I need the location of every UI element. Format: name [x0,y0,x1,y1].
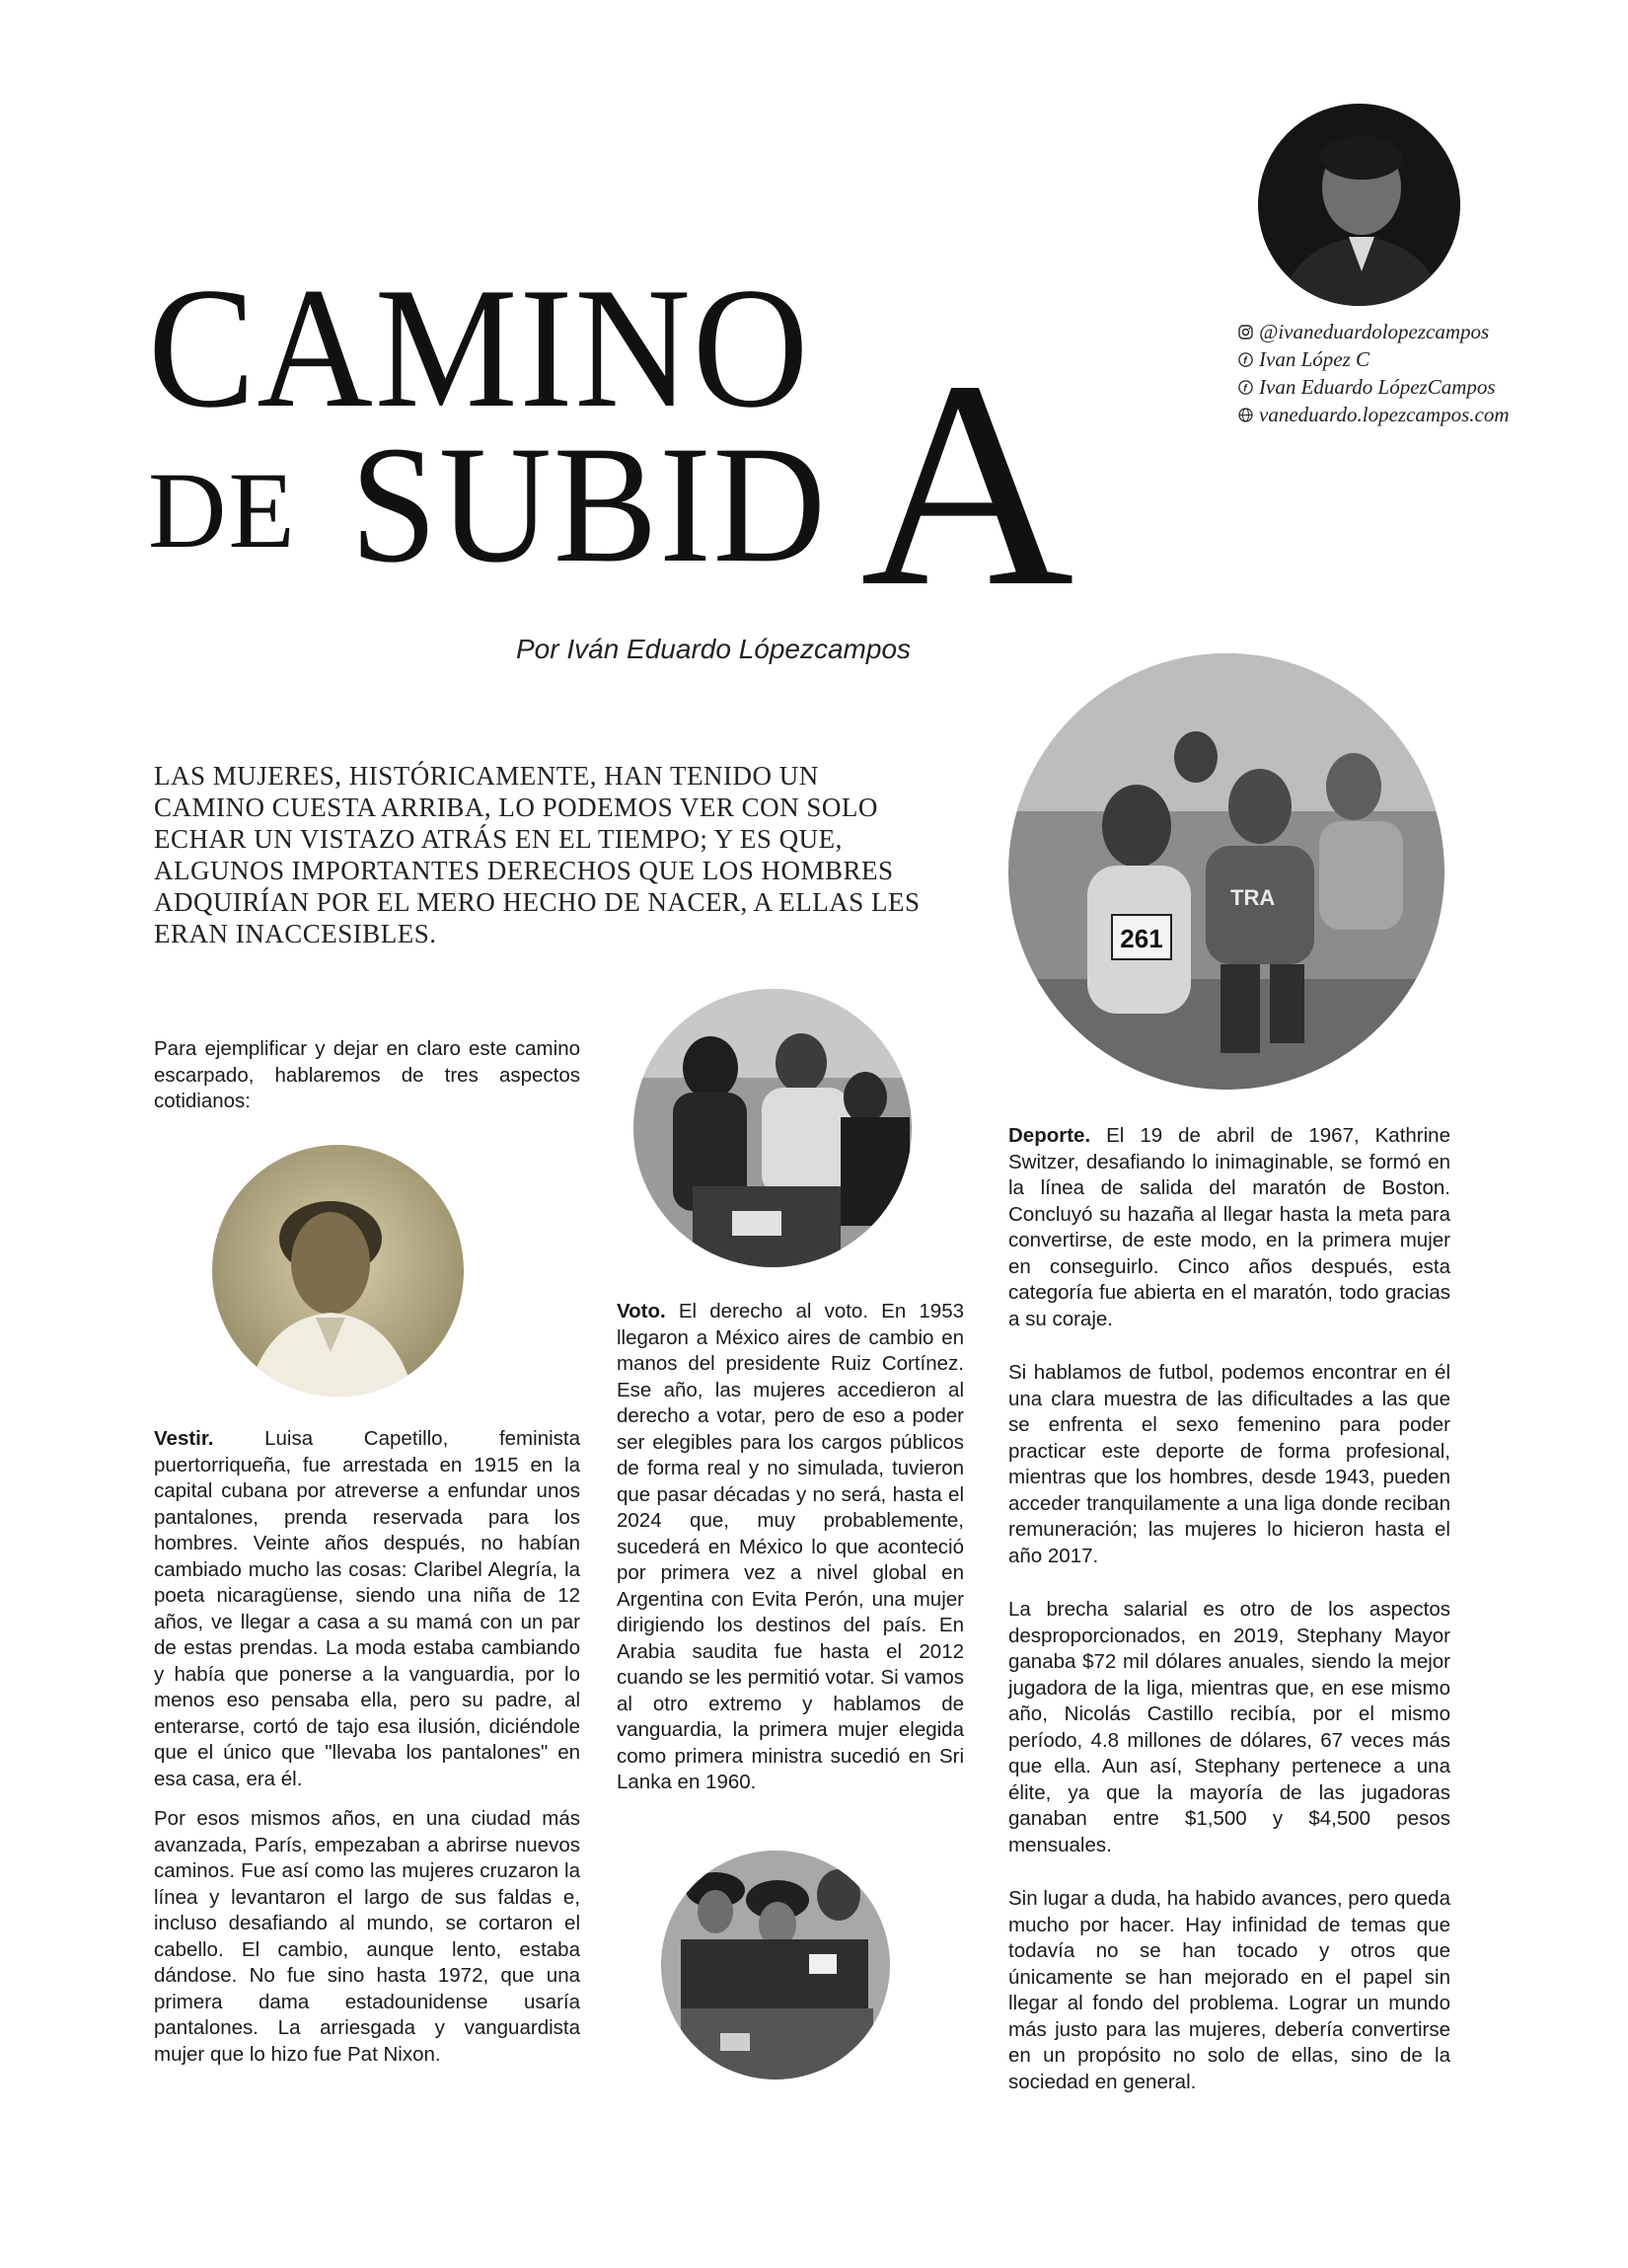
cierre-paragraph: Sin lugar a duda, ha habido avances, pero queda mucho por hacer. Hay infinidad de temas que todavía no se han tocado y otros que únicamente se han mejorado en el papel sin llegar al fondo del problema. Lograr un mundo más justo para las mujeres, debería convertirse en un propósito no solo de ellas, sino de la sociedad en general. [1008,1887,1450,2093]
social-links [1238,318,1510,428]
social-instagram[interactable] [1238,318,1510,345]
deporte-text: El 19 de abril de 1967, Kathrine Switzer, desafiando lo inimaginable, se formó en la línea de salida del maratón de Boston. Concluyó su hazaña al llegar hasta la meta para convertirse, de este modo, en la primera mujer en conseguirlo. Cinco años después, esta categoría fue abierta en el maratón, todo gracias a su coraje. [1008,1124,1450,1330]
social-web[interactable] [1238,401,1510,428]
jersey-text: TRA [1230,885,1276,910]
vestir-paragraph [154,1426,580,1792]
social-facebook-1[interactable] [1238,345,1510,373]
instagram-icon [1238,325,1253,340]
title-camino: CAMINO [148,252,811,443]
brecha-paragraph: La brecha salarial es otro de los aspectos desproporcionados, en 2019, Stephany Mayor ganaba $72 mil dólares anuales, siendo la mejor jugadora de la liga, mientras que, en ese mismo año, Nicolás Castillo recibía, por el mismo período, 4.8 millones de dólares, 67 veces más que ella. Aun así, Stephany pertenece a una élite, ya que la mayoría de las jugadoras ganaban entre $1,500 y $4,500 pesos mensuales. [1008,1598,1450,1856]
marathon-photo [1008,653,1444,1090]
column-1 [154,1036,580,1129]
column-1-lower [154,1426,580,2081]
voto-label: Voto. [617,1300,666,1323]
instagram-handle: @ivaneduardolopezcampos [1259,320,1490,343]
title-big-a: A [860,320,1076,647]
deporte-paragraph [1008,1123,1450,1332]
group-photo [661,1851,890,2079]
voto-text: El derecho al voto. En 1953 llegaron a México aires de cambio en manos del presidente Ruiz Cortínez. Ese año, las mujeres accedieron al derecho a votar, pero de eso a poder ser elegibles para los cargos públicos de forma real y no simulada, tuvieron que pasar décadas y no será, hasta el 2024 que, muy probablemente, sucederá en México lo que aconteció por primera vez a nivel global en Argentina con Evita Perón, una mujer dirigiendo los destinos del país. En Arabia saudita fue hasta el 2012 cuando se les permitió votar. Si vamos al otro extremo y hablamos de vanguardia, la primera mujer elegida como primera ministra sucedió en Sri Lanka en 1960. [617,1300,964,1793]
intro-paragraph: Para ejemplificar y dejar en claro este camino escarpado, hablaremos de tres aspectos cotidianos: [154,1037,580,1112]
futbol-paragraph: Si hablamos de futbol, podemos encontrar en él una clara muestra de las dificultades a las que se enfrenta el sexo femenino para poder practicar este deporte de forma profesional, mientras que los hombres, desde 1943, pueden acceder tranquilamente a una liga donde reciban remuneración; las mujeres lo hicieron hasta el año 2017. [1008,1361,1450,1567]
column-2 [617,1299,964,1810]
column-3 [1008,1123,1450,2109]
website: vaneduardo.lopezcampos.com [1259,403,1510,426]
facebook-icon [1238,352,1253,367]
lead-paragraph: LAS MUJERES, HISTÓRICAMENTE, HAN TENIDO UN CAMINO CUESTA ARRIBA, LO PODEMOS VER CON SOLO ECHAR UN VISTAZO ATRÁS EN EL TIEMPO; Y ES QUE, ALGUNOS IMPORTANTES DERECHOS QUE LOS HOMBRES ADQUIRÍAN POR EL MERO HECHO DE NACER, A ELLAS LES ERAN INACCESIBLES. [154,761,921,948]
capetillo-photo [212,1145,464,1397]
byline: Por Iván Eduardo Lópezcampos [516,634,912,664]
deporte-label: Deporte. [1008,1124,1091,1147]
facebook-name-2: Ivan Eduardo LópezCampos [1259,375,1496,399]
svg-text:f: f [1243,355,1247,366]
bib-number: 261 [1120,924,1163,953]
vestir-label: Vestir. [154,1427,214,1450]
author-photo [1258,104,1460,306]
vestir-text: Luisa Capetillo, feminista puertorriqueña, fue arrestada en 1915 en la capital cubana por atreverse a enfundar unos pantalones, prenda reservada para los hombres. Veinte años después, no habían cambiado mucho las cosas: Claribel Alegría, la poeta nicaragüense, siendo una niña de 12 años, ve llegar a casa a su mamá con un par de estas prendas. La moda estaba cambiando y había que ponerse a la vanguardia, por lo menos eso pensaba ella, pero su padre, al enterarse, cortó de tajo esa ilusión, diciéndole que el único que "llevaba los pantalones" en esa casa, era él. [154,1427,580,1790]
title-de: DE [148,450,297,570]
facebook-name-1: Ivan López C [1259,347,1369,371]
voto-paragraph [617,1299,964,1796]
svg-text:f: f [1243,383,1247,394]
globe-icon [1238,408,1253,422]
title-subid: SUBID [350,412,828,597]
social-facebook-2[interactable] [1238,373,1510,401]
voting-photo [633,989,912,1267]
facebook-icon [1238,380,1253,395]
paris-paragraph: Por esos mismos años, en una ciudad más avanzada, París, empezaban a abrirse nuevos caminos. Fue así como las mujeres cruzaron la línea y levantaron el largo de sus faldas e, incluso desafiando al mundo, se cortaron el cabello. El cambio, aunque lento, estaba dándose. No fue sino hasta 1972, que una primera dama estadounidense usaría pantalones. La arriesgada y vanguardista mujer que lo hizo fue Pat Nixon. [154,1807,580,2066]
